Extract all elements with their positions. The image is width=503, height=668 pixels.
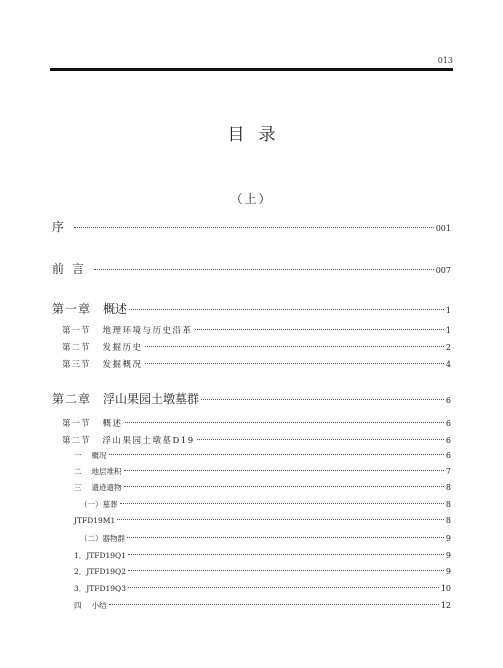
toc-entry-label — [74, 516, 115, 525]
toc-entry-text: 浮山果园土墩墓D19 — [102, 436, 195, 446]
toc-entry[interactable] — [52, 466, 451, 477]
toc-entry[interactable] — [52, 358, 451, 370]
toc-entry-label — [74, 566, 126, 577]
toc-entry-number: 四 — [74, 601, 82, 610]
toc-entry[interactable] — [52, 341, 451, 353]
toc-entry-number: 第二节 — [62, 436, 91, 446]
toc-entry[interactable] — [52, 218, 451, 235]
toc-entry-label — [80, 499, 118, 510]
toc-entry-page: 6 — [445, 436, 451, 445]
toc-entry-label — [74, 466, 122, 477]
toc-entry-number: 第一节 — [62, 326, 91, 336]
toc-entry-page: 2 — [445, 343, 451, 352]
toc-entry-page: 9 — [445, 551, 451, 560]
toc-entry-page: 9 — [445, 567, 451, 576]
toc-entry[interactable] — [52, 434, 451, 446]
toc-entry-number: 一 — [74, 451, 82, 460]
toc-entry-page: 6 — [445, 451, 451, 460]
toc-entry-label — [62, 434, 195, 446]
toc-entry[interactable] — [52, 600, 451, 611]
dot-leader — [74, 227, 434, 228]
toc-entry-page: 8 — [445, 516, 451, 525]
toc-entry-text: 概述 — [102, 419, 123, 429]
toc-entry-page: 9 — [445, 534, 451, 543]
toc-entry-label — [52, 218, 72, 235]
toc-entry[interactable] — [52, 482, 451, 493]
toc-entry-number: 第二章 — [52, 392, 92, 406]
toc-entry-text: 1．JTFD19Q1 — [74, 551, 126, 560]
toc-entry-label — [62, 324, 193, 336]
toc-entry-label — [62, 417, 123, 429]
toc-entry-text: （一）墓葬 — [80, 500, 118, 509]
toc-entry-text: 发掘概况 — [102, 360, 143, 370]
dot-leader — [124, 486, 444, 487]
dot-leader — [128, 554, 444, 555]
dot-leader — [145, 346, 444, 347]
dot-leader — [125, 422, 444, 423]
toc-entry-number: 第三节 — [62, 360, 91, 370]
toc-entry-page: 8 — [445, 500, 451, 509]
dot-leader — [109, 604, 439, 605]
dot-leader — [120, 503, 444, 504]
toc-entry-text: 2．JTFD19Q2 — [74, 567, 126, 576]
toc-entry[interactable] — [52, 499, 451, 510]
toc-entry-page: 12 — [440, 601, 451, 610]
toc-entry-page: 6 — [445, 419, 451, 428]
dot-leader — [197, 439, 444, 440]
toc-entry-text: 前言 — [52, 262, 93, 276]
toc-entry-page: 1 — [445, 326, 451, 335]
toc-entry[interactable] — [52, 324, 451, 336]
toc-entry-label — [52, 300, 127, 317]
dot-leader — [124, 470, 444, 471]
toc-entry-text: 发掘历史 — [102, 343, 143, 353]
dot-leader — [109, 454, 444, 455]
toc-entry-text: 小结 — [91, 601, 107, 610]
dot-leader — [117, 519, 444, 520]
toc-entry-number: 二 — [74, 467, 82, 476]
toc-entry-page: 10 — [440, 584, 451, 593]
toc-entry[interactable] — [52, 390, 451, 407]
dot-leader — [128, 587, 439, 588]
toc-entry-text: JTFD19M1 — [74, 516, 116, 525]
volume-label: （上） — [230, 192, 273, 206]
dot-leader — [145, 363, 444, 364]
toc-entry-number: 第二节 — [62, 343, 91, 353]
toc-entry-page: 8 — [445, 483, 451, 492]
toc-entry-page: 1 — [445, 306, 451, 315]
toc-entry[interactable] — [52, 300, 451, 317]
dot-leader — [94, 269, 434, 270]
toc-entry-label — [62, 358, 143, 370]
toc-entry-label — [62, 341, 143, 353]
dot-leader — [201, 399, 444, 400]
toc-entry-text: 概况 — [91, 451, 107, 460]
toc-entry-text: 地层堆积 — [91, 467, 122, 476]
header-rule — [50, 68, 453, 71]
toc-entry-label — [52, 260, 92, 277]
toc-entry-text: 概述 — [103, 302, 128, 316]
dot-leader — [128, 570, 444, 571]
toc-entry-page: 001 — [435, 224, 451, 233]
toc-entry-text: 3．JTFD19Q3 — [74, 584, 126, 593]
dot-leader — [127, 537, 444, 538]
toc-entry-label — [74, 600, 107, 611]
toc-entry-label — [74, 450, 107, 461]
toc-entry-text: （二）器物群 — [80, 534, 125, 543]
toc-entry-number: 第一章 — [52, 302, 92, 316]
page-number: 013 — [437, 56, 453, 65]
toc-entry-page: 4 — [445, 360, 451, 369]
toc-entry-text: 遗迹遗物 — [91, 483, 122, 492]
toc-entry-page: 7 — [445, 467, 451, 476]
toc-entry-text: 序 — [52, 220, 73, 234]
dot-leader — [129, 309, 444, 310]
toc-entry-number: 第一节 — [62, 419, 91, 429]
toc-entry-text: 浮山果园土墩墓群 — [103, 392, 200, 406]
toc-entry-label — [80, 533, 125, 544]
toc-entry-label — [74, 550, 126, 561]
toc-entry-label — [52, 390, 199, 407]
toc-entry-number: 三 — [74, 483, 82, 492]
toc-entry[interactable] — [52, 533, 451, 544]
toc-entry-page: 6 — [445, 396, 451, 405]
toc-entry[interactable] — [52, 417, 451, 429]
page-title: 目录 — [227, 125, 290, 145]
toc-entry-label — [74, 583, 126, 594]
toc-entry[interactable] — [52, 550, 451, 561]
toc-entry[interactable] — [52, 450, 451, 461]
toc-entry[interactable] — [52, 260, 451, 277]
toc-entry[interactable] — [52, 566, 451, 577]
toc-entry-text: 地理环境与历史沿革 — [102, 326, 193, 336]
toc-entry[interactable] — [52, 583, 451, 594]
toc-entry-page: 007 — [435, 266, 451, 275]
toc-entry-label — [74, 482, 122, 493]
dot-leader — [195, 329, 444, 330]
toc-entry[interactable] — [52, 516, 451, 525]
